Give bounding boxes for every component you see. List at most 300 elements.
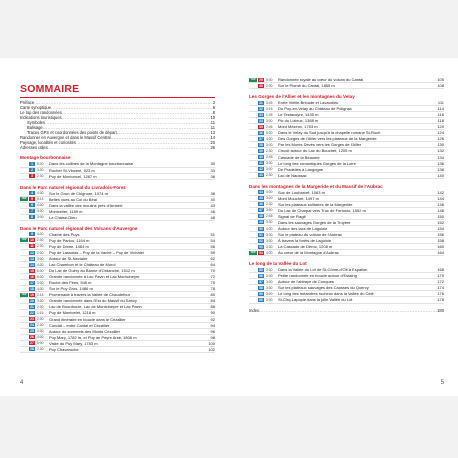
tour-duration: 2:30 <box>266 148 273 153</box>
tour-number-badge: 17 <box>30 280 34 285</box>
tour-duration: 5:00 <box>37 274 44 279</box>
tour-page: 54 <box>210 237 215 243</box>
tour-number-badge: 12 <box>30 250 34 255</box>
toc-entry-label: Balisage <box>27 125 43 131</box>
tour-number-badge: 58 <box>259 285 263 290</box>
tour-number-badge: 56 <box>259 273 263 278</box>
tour-number-badge: 35 <box>259 124 263 129</box>
tour-title: Sur le Grun de Chignore, 1074 m <box>49 190 108 196</box>
tour-title: La Cascade de Déroc, 1208 m <box>278 244 333 250</box>
tour-page: 142 <box>437 189 444 195</box>
tour-title: De Pradelles à Langogne <box>278 166 324 172</box>
top-badge <box>249 119 257 123</box>
top-badge <box>20 203 28 207</box>
tour-page: 178 <box>437 297 444 303</box>
toc-entry-label: Index <box>249 307 260 313</box>
tour-title: Mont Mézenc, 1753 m <box>278 124 318 130</box>
tour-duration: 2:30 <box>37 317 44 322</box>
tour-duration: 3:00 <box>266 118 273 123</box>
tour-duration: 2:45 <box>266 155 273 160</box>
tour-title: Autour de St-Nectaire <box>49 256 88 262</box>
tour-title: Du Puy-en-Velay au Château de Polignac <box>278 106 352 112</box>
tour-title: Sur les plateaux sauvages des Causses du Quercy <box>278 285 369 291</box>
tour-duration: 4:00 <box>266 190 273 195</box>
toc-entry-page: 20 <box>210 140 215 146</box>
tour-page: 102 <box>208 346 215 352</box>
toc-entry-label: Traces GPS et coordonnées des points de départ <box>27 130 117 136</box>
tour-duration: 2:30 <box>37 347 44 352</box>
tour-number-badge: 24 <box>30 323 34 328</box>
tour-page: 96 <box>210 328 215 334</box>
tour-title: Lac de Naussac <box>278 172 307 178</box>
toc-entry-label: Paysage, localités et curiosités <box>20 140 76 146</box>
tour-page: 156 <box>437 232 444 238</box>
tour-duration: 5:15 <box>37 197 44 202</box>
toc-entry-page: 6 <box>212 105 215 111</box>
toc-entry-label: Indications touristiques <box>20 115 62 121</box>
top-badge <box>20 281 28 285</box>
tour-page: 94 <box>210 322 215 328</box>
tour-number-badge: 46 <box>259 202 263 207</box>
tour-duration: 2:30 <box>37 238 44 243</box>
tour-number-badge: 22 <box>30 310 34 315</box>
tour-duration: 5:00 <box>37 341 44 346</box>
top-badge <box>249 155 257 159</box>
tour-duration: 3:30 <box>37 280 44 285</box>
tour-number-badge: 16 <box>30 274 34 279</box>
tour-number-badge: 2 <box>29 168 35 172</box>
leader-dots <box>48 145 211 150</box>
top-badge <box>20 168 28 172</box>
tour-page: 108 <box>437 83 444 89</box>
tour-duration: 4:00 <box>266 226 273 231</box>
tour-number-badge: 30 <box>259 83 263 88</box>
toc-entry-page: 11 <box>210 120 215 126</box>
tour-number-badge: 27 <box>30 341 34 346</box>
tour-title: Signal de Flagit <box>278 213 306 219</box>
tour-duration: 3:00 <box>266 291 273 296</box>
tour-page: 170 <box>437 273 444 279</box>
tour-title: Dans la vallée des moulins près d'Ambert <box>49 202 123 208</box>
tour-title: Autour des lacs de Laguiole <box>278 226 328 231</box>
top-badge <box>249 202 257 206</box>
tour-row <box>249 83 444 89</box>
top-badge <box>20 335 28 339</box>
tour-title: Du Lac de Charpal vers Truc de Fortunio, 1552 m <box>278 207 366 213</box>
tour-page: 36 <box>210 173 215 179</box>
top-badge <box>20 329 28 333</box>
tour-page: 130 <box>437 142 444 148</box>
tour-title: Par les Monts Devès vers les Gorges de l'Allier <box>278 142 362 148</box>
tour-duration: 4:00 <box>266 250 273 255</box>
tour-number-badge: 42 <box>259 167 263 172</box>
top-badge <box>249 137 257 141</box>
top-badge <box>20 323 28 327</box>
tour-duration: 1:45 <box>266 112 273 117</box>
toc-entry-label: Randonner en Auvergne et dans le Massif Central <box>20 135 111 141</box>
top-badge <box>249 220 257 224</box>
top-badge <box>249 274 257 278</box>
top-badge <box>249 173 257 177</box>
tour-duration: 3:00 <box>266 238 273 243</box>
tour-page: 136 <box>437 160 444 166</box>
tour-duration: 3:30 <box>37 298 44 303</box>
tour-page: 148 <box>437 207 444 213</box>
tour-number-badge: 40 <box>259 155 263 160</box>
tour-duration: 2:30 <box>37 244 44 249</box>
tour-number-badge: 53 <box>259 244 263 249</box>
tour-duration: 3:00 <box>266 273 273 278</box>
tour-number-badge: 57 <box>259 279 263 284</box>
tour-title: La Chaise-Dieu <box>49 214 77 220</box>
tour-title: Chaîne des Puys <box>49 231 80 237</box>
tour-duration: 3:00 <box>266 279 273 284</box>
leader-dots <box>259 308 437 313</box>
tour-number-badge: 44 <box>259 190 263 195</box>
tour-title: Puy Mary, 1782 m, et Puy de Peyre Arse, 1806 m <box>49 334 137 340</box>
tour-duration: 3:00 <box>266 208 273 213</box>
top-badge <box>20 191 28 195</box>
tour-number-badge: 52 <box>259 238 263 243</box>
tour-number-badge: 34 <box>259 118 263 123</box>
tour-page: 146 <box>437 201 444 207</box>
top-badge <box>249 239 257 243</box>
tour-number-badge: 38 <box>259 142 263 147</box>
tour-row <box>20 215 215 221</box>
top-badge <box>249 196 257 200</box>
tour-title: Puy Chavaroche <box>49 346 79 352</box>
tour-duration: 3:00 <box>266 167 273 172</box>
section-heading: Dans les montagnes de la Margeride et du Massif de l'Aubrac <box>249 183 383 189</box>
tour-title: Au cœur de la Montagne d'Aubrac <box>278 250 339 256</box>
tour-page: 80 <box>210 292 215 298</box>
tour-page: 124 <box>437 130 444 136</box>
tour-page: 75 <box>210 280 215 286</box>
tour-number-badge: 18 <box>30 286 34 291</box>
tour-duration: 3:00 <box>266 196 273 201</box>
section-heading: Dans le Parc naturel régional des Volcans d'Auvergne <box>20 225 138 231</box>
tour-duration: 4:00 <box>37 203 44 208</box>
tour-page: 84 <box>210 298 215 304</box>
top-badge <box>249 107 257 111</box>
top-badge <box>20 347 28 351</box>
tour-duration: 3:30 <box>266 285 273 290</box>
top-badge <box>249 227 257 231</box>
top-badge <box>20 257 28 261</box>
toc-entry-index <box>249 308 444 313</box>
tour-title: Sur les plateaux solitaires de la Margeride <box>278 201 353 207</box>
section-heading: Montage bourbonnaise <box>20 155 71 161</box>
tour-duration: 2:45 <box>266 214 273 219</box>
toc-entry-label: Symboles <box>27 120 45 126</box>
tour-title: Le Testavoyre, 1435 m <box>278 112 319 118</box>
tour-page: 64 <box>210 262 215 268</box>
tour-number-badge: 21 <box>30 304 34 309</box>
tour-number-badge: 28 <box>30 347 34 352</box>
tour-title: Le long des romantiques Gorges de la Loire <box>278 160 356 166</box>
toc-entry-page: 13 <box>210 130 215 136</box>
tour-duration: 4:30 <box>37 191 44 196</box>
tour-number-badge: 1 <box>29 162 35 166</box>
section-heading: Le long de la Vallée du Lot <box>249 261 307 267</box>
top-badge: TOP <box>21 197 27 201</box>
tour-number-badge: 59 <box>259 291 263 296</box>
tour-title: St-Cirq-Lapopie dans la jolie Vallée du Lot <box>278 297 353 303</box>
tour-duration: 2:00 <box>37 250 44 255</box>
toc-entry-label: Le top des randonnées <box>20 110 62 116</box>
tour-number-badge: 19 <box>30 292 34 297</box>
tour-duration: 3:45 <box>266 100 273 105</box>
tour-page: 140 <box>437 172 444 178</box>
tour-page: 114 <box>437 106 444 112</box>
tour-title: Autour de l'abbaye de Conques <box>278 279 334 285</box>
tour-title: À travers la forêts de Laguiole <box>278 238 332 244</box>
tour-page: 59 <box>210 250 215 255</box>
tour-duration: 3:00 <box>37 256 44 261</box>
top-badge <box>249 125 257 129</box>
table-of-contents-left <box>20 100 215 353</box>
tour-row <box>249 297 444 303</box>
tour-number-badge: 6 <box>29 203 35 207</box>
tour-number-badge: 41 <box>259 161 263 166</box>
tour-duration: 5:00 <box>37 161 44 166</box>
top-badge <box>20 341 28 345</box>
tour-duration: 5:00 <box>266 77 273 82</box>
tour-title: Des Gorges de l'Allier vers les plateaux de la Margeride <box>278 136 377 142</box>
tour-title: Petite randonnée en boucle autour d'Estaing <box>278 273 357 279</box>
section-heading: Dans le Parc naturel régional du Livradois-Forez <box>20 184 126 190</box>
top-badge <box>20 269 28 273</box>
tour-duration: 3:30 <box>266 244 273 249</box>
tour-duration: 2:30 <box>37 304 44 309</box>
tour-duration: 2:30 <box>266 202 273 207</box>
top-badge <box>20 299 28 303</box>
tour-title: Montcelier, 1159 m <box>49 208 83 214</box>
tour-row <box>249 173 444 179</box>
tour-title: Lac de Bourdouze, Lac de Montcineyre et Lac Pavin <box>49 304 142 310</box>
tour-duration: 4:30 <box>37 286 44 291</box>
tour-title: Sur le plateau du volcan de l'Aubrac <box>278 232 342 238</box>
book-spread <box>0 58 458 396</box>
tour-number-badge: 43 <box>259 173 263 178</box>
tour-number-badge: 49 <box>259 220 263 225</box>
top-badge <box>249 286 257 290</box>
tour-number-badge: 50 <box>259 226 263 231</box>
top-badge <box>249 245 257 249</box>
tour-number-badge: 14 <box>30 262 34 267</box>
section-heading: Les Gorges de l'Allier et les montagnes du Velay <box>249 94 355 100</box>
tour-page: 33 <box>210 167 215 173</box>
tour-duration: 2:30 <box>266 83 273 88</box>
tour-page: 172 <box>437 279 444 285</box>
toc-entry-page: 8 <box>212 110 215 116</box>
tour-page: 70 <box>210 268 215 274</box>
top-badge <box>20 287 28 291</box>
tour-duration: 3:00 <box>266 297 273 302</box>
tour-number-badge: 55 <box>259 267 263 272</box>
page-number: 4 <box>20 380 24 386</box>
tour-number-badge: 20 <box>30 298 34 303</box>
page-number: 5 <box>440 380 444 386</box>
tour-duration: 5:00 <box>37 268 44 273</box>
tour-page: 62 <box>210 256 215 262</box>
top-badge <box>20 209 28 213</box>
tour-duration: 3:30 <box>37 329 44 334</box>
top-badge <box>20 244 28 248</box>
top-badge <box>20 317 28 321</box>
tour-title: Grand itinéraire en boucle dans le Cézallier <box>49 316 126 322</box>
tour-page: 38 <box>210 190 215 196</box>
top-badge <box>249 268 257 272</box>
tour-duration: 1:15 <box>37 310 44 315</box>
tour-duration: 3:15 <box>266 106 273 111</box>
left-page <box>0 58 229 396</box>
tour-title: Randonnée royale au cœur du volcan du Cantal <box>278 77 364 83</box>
tour-page: 164 <box>437 250 444 256</box>
top-badge <box>20 162 28 166</box>
tour-number-badge: 3 <box>29 174 35 178</box>
tour-duration: 2:15 <box>37 292 44 297</box>
tour-page: 40 <box>210 196 215 202</box>
tour-duration: 3:30 <box>266 220 273 225</box>
top-badge <box>249 113 257 117</box>
tour-duration: 4:00 <box>266 136 273 141</box>
tour-page: 43 <box>210 202 215 208</box>
tour-number-badge: 7 <box>29 209 35 213</box>
tour-page: 100 <box>208 340 215 346</box>
tour-duration: 2:45 <box>266 124 273 129</box>
tour-title: Puy de Montcelet, 1218 m <box>49 310 96 316</box>
tour-number-badge: 15 <box>30 268 34 273</box>
top-badge <box>20 251 28 255</box>
tour-title: Grande randonnée à Lac Pavin et Lac Montcineyre <box>49 274 140 280</box>
tour-page: 144 <box>437 195 444 201</box>
tour-row <box>20 347 215 353</box>
tour-page: 51 <box>210 231 215 237</box>
tour-page: 150 <box>437 213 444 219</box>
toc-entry-page: 14 <box>210 135 215 141</box>
toc-entry-page: 11 <box>210 125 215 131</box>
tour-title: Sur le Puy Gros, 1486 m <box>49 286 93 292</box>
tour-number-badge: 51 <box>259 232 263 237</box>
toc-entry-label: Adresses utiles <box>20 145 48 151</box>
tour-number-badge: 23 <box>30 317 34 322</box>
tour-number-badge: 36 <box>259 130 263 135</box>
tour-page: 78 <box>210 286 215 292</box>
top-badge <box>249 298 257 302</box>
tour-title: Sur le Plomb du Cantal, 1855 m <box>278 83 335 89</box>
tour-duration: 3:00 <box>37 215 44 220</box>
tour-title: Suc de Loubarcet, 1063 m <box>278 189 325 195</box>
top-badge <box>20 305 28 309</box>
tour-duration: 2:30 <box>266 173 273 178</box>
tour-page: 120 <box>437 124 444 130</box>
tour-number-badge: 8 <box>29 215 35 219</box>
top-badge <box>249 143 257 147</box>
top-badge <box>20 232 28 236</box>
tour-page: 126 <box>437 136 444 142</box>
top-badge <box>249 292 257 296</box>
toc-entry-label: Carte synoptique <box>20 105 51 111</box>
tour-page: 132 <box>437 148 444 154</box>
tour-title: Mont Mouchet, 1497 m <box>278 195 319 201</box>
tour-title: Puy de Lassolas – Puy de la Vache – Puy de Vichatel <box>49 250 144 255</box>
tour-title: Puy de Dôme, 1464 m <box>49 243 89 249</box>
toc-entry-page: 180 <box>437 307 444 313</box>
tour-duration: 3:30 <box>37 168 44 173</box>
tour-title: Rocher St-Vincent, 923 m <box>49 167 95 173</box>
tour-number-badge: 5 <box>29 197 35 201</box>
tour-duration: 4:30 <box>37 262 44 267</box>
top-badge <box>249 167 257 171</box>
tour-number-badge: 26 <box>30 335 34 340</box>
tour-page: 56 <box>210 243 215 249</box>
tour-page: 118 <box>437 118 444 124</box>
tour-number-badge: 45 <box>259 196 263 201</box>
top-badge <box>20 275 28 279</box>
tour-title: Dans les sauvages Gorges de la Truyère <box>278 219 351 225</box>
tour-title: Roche des Fées, 945 m <box>49 280 92 286</box>
tour-page: 72 <box>210 274 215 280</box>
tour-number-badge: 54 <box>259 250 263 255</box>
top-badge <box>249 190 257 194</box>
tour-title: Le long des méandres rocheux dans la Vallée du Célé <box>278 291 374 297</box>
tour-duration: 2:30 <box>37 323 44 328</box>
tour-duration: 5:00 <box>266 130 273 135</box>
tour-page: 168 <box>437 267 444 273</box>
top-badge <box>249 161 257 165</box>
top-badge <box>249 208 257 212</box>
tour-number-badge: 47 <box>259 208 263 213</box>
tour-number-badge: 39 <box>259 148 263 153</box>
tour-title: Du Lac de Guéry au Banne d'Ordanche, 1512 m <box>49 268 135 274</box>
tour-page: 90 <box>210 310 215 316</box>
tour-title: Lac Chambon et le Château de Murol <box>49 262 116 268</box>
tour-title: Pic du Lizieux, 1388 m <box>278 118 319 124</box>
tour-page: 98 <box>210 334 215 340</box>
tour-duration: 3:00 <box>266 232 273 237</box>
tour-number-badge: 13 <box>30 256 34 261</box>
tour-number-badge: 31 <box>259 100 263 105</box>
tour-page: 138 <box>437 166 444 172</box>
top-badge <box>249 84 257 88</box>
tour-number-badge: 4 <box>29 191 35 195</box>
tour-title: Condat – entre Cantal et Cézallier <box>49 322 110 328</box>
tour-page: 92 <box>210 316 215 322</box>
top-badge <box>249 233 257 237</box>
tour-duration: 3:00 <box>266 142 273 147</box>
tour-title: Belles vues au Col du Béal <box>49 196 97 202</box>
tour-title: Dans le Velay du Sud jusqu'à la chapelle romane St-Roch <box>278 130 381 136</box>
table-of-contents-right <box>249 77 444 313</box>
tour-title: Grande randonnée dans l'Est du Massif du Sancy <box>49 298 137 304</box>
tour-page: 105 <box>437 77 444 83</box>
tour-duration: 2:30 <box>37 174 44 179</box>
tour-number-badge: 29 <box>259 77 263 82</box>
tour-page: 176 <box>437 291 444 297</box>
tour-page: 154 <box>437 226 444 231</box>
tour-page: 46 <box>210 208 215 214</box>
top-badge <box>249 131 257 135</box>
top-badge <box>249 214 257 218</box>
top-badge <box>249 101 257 105</box>
tour-duration: 3:30 <box>266 267 273 272</box>
tour-page: 174 <box>437 285 444 291</box>
tour-title: Dans les collines de la Montagne bourbonnaise <box>49 161 134 167</box>
title-rule <box>20 97 215 98</box>
toc-entry-page: 3 <box>212 100 215 106</box>
tour-number-badge: 32 <box>259 106 263 111</box>
